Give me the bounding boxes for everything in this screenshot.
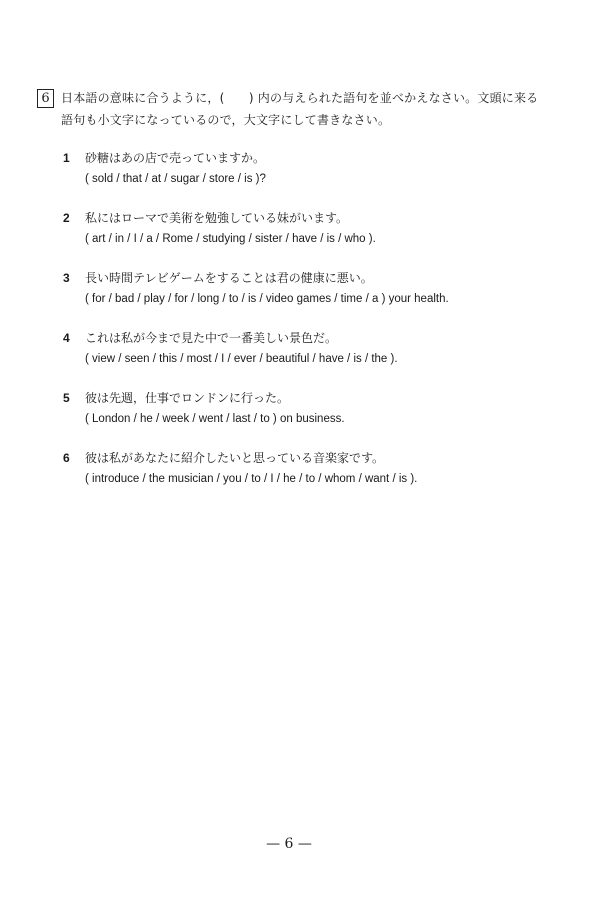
item-number: 1 <box>63 151 70 165</box>
item-japanese-sentence: 彼は先週，仕事でロンドンに行った。 <box>85 391 290 405</box>
question-instruction <box>61 87 561 131</box>
question-number-box: 6 <box>37 89 54 108</box>
item-english-words: ( London / he / week / went / last / to ) on business. <box>85 413 345 425</box>
item-japanese-sentence: 長い時間テレビゲームをすることは君の健康に悪い。 <box>85 271 373 285</box>
item-number: 5 <box>63 391 70 405</box>
item-english-words: ( introduce / the musician / you / to / I / he / to / whom / want / is ). <box>85 473 418 485</box>
item-english-words: ( for / bad / play / for / long / to / is / video games / time / a ) your health. <box>85 293 449 305</box>
item-number: 6 <box>63 451 70 465</box>
question-item <box>63 148 563 192</box>
item-japanese-sentence: 彼は私があなたに紹介したいと思っている音楽家です。 <box>85 451 385 465</box>
question-item <box>63 388 563 432</box>
item-english-words: ( view / seen / this / most / I / ever / beautiful / have / is / the ). <box>85 353 398 365</box>
page-number: — 6 — <box>266 836 312 852</box>
item-number: 4 <box>63 331 70 345</box>
instruction-line: 日本語の意味に合うように，( ) 内の与えられた語句を並べかえなさい。文頭に来る <box>61 91 539 105</box>
question-item <box>63 268 563 312</box>
question-item <box>63 328 563 372</box>
question-item <box>63 448 563 492</box>
item-number: 3 <box>63 271 70 285</box>
item-japanese-sentence: 砂糖はあの店で売っていますか。 <box>85 151 266 165</box>
instruction-line: 語句も小文字になっているので，大文字にして書きなさい。 <box>61 113 391 127</box>
item-english-words: ( art / in / I / a / Rome / studying / sister / have / is / who ). <box>85 233 376 245</box>
item-japanese-sentence: これは私が今まで見た中で一番美しい景色だ。 <box>85 331 338 345</box>
item-number: 2 <box>63 211 70 225</box>
question-item <box>63 208 563 252</box>
item-english-words: ( sold / that / at / sugar / store / is )? <box>85 173 266 185</box>
item-japanese-sentence: 私にはローマで美術を勉強している妹がいます。 <box>85 211 349 225</box>
